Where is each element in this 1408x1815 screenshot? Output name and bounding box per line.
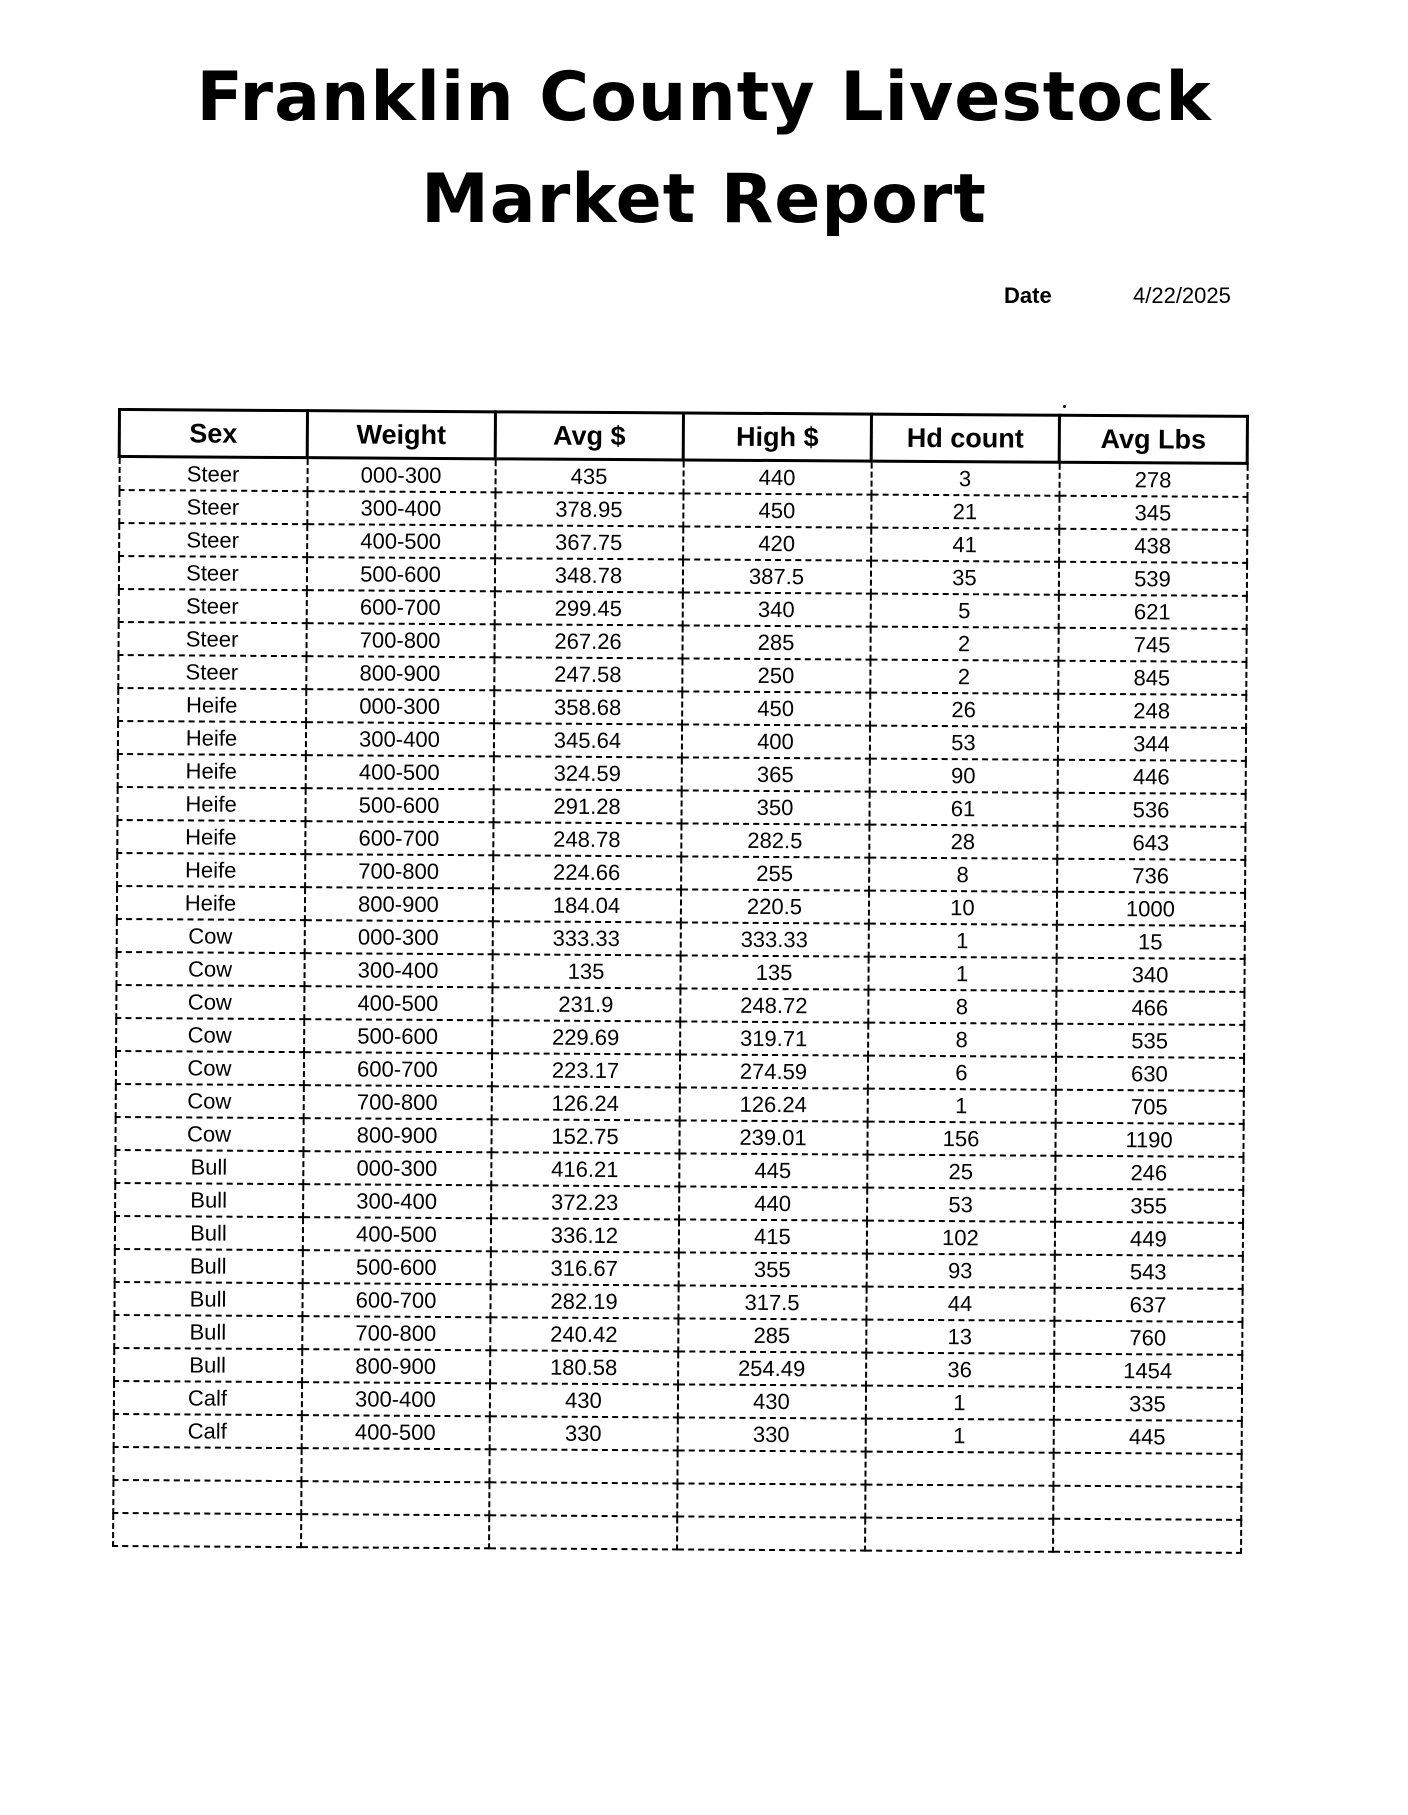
sex-cell: Heife (117, 820, 305, 854)
high-price-cell: 317.5 (678, 1285, 866, 1319)
empty-cell (1053, 1486, 1241, 1520)
avg-lbs-cell: 543 (1054, 1255, 1242, 1289)
avg-price-cell: 299.45 (494, 591, 682, 625)
report-title-line2: Market Report (421, 160, 987, 239)
empty-cell (113, 1447, 301, 1481)
empty-cell (489, 1482, 677, 1516)
weight-cell: 600-700 (306, 590, 494, 624)
avg-lbs-cell: 1190 (1055, 1123, 1243, 1157)
sex-cell: Bull (115, 1183, 303, 1217)
avg-price-cell: 152.75 (491, 1119, 679, 1153)
empty-cell (489, 1449, 677, 1483)
sex-cell: Heife (118, 688, 306, 722)
high-price-cell: 420 (683, 526, 871, 560)
weight-cell: 000-300 (304, 920, 492, 954)
sex-cell: Heife (117, 721, 305, 755)
avg-price-cell: 333.33 (492, 921, 680, 955)
report-title-line1: Franklin County Livestock (196, 58, 1212, 137)
high-price-cell: 450 (682, 691, 870, 725)
hd-count-cell: 3 (871, 461, 1059, 496)
hd-count-cell: 1 (867, 1089, 1055, 1123)
high-price-cell: 239.01 (679, 1120, 867, 1154)
empty-cell (1053, 1453, 1241, 1487)
hd-count-cell: 1 (865, 1419, 1053, 1453)
empty-cell (865, 1485, 1053, 1519)
avg-lbs-cell: 637 (1054, 1288, 1242, 1322)
avg-price-cell: 324.59 (493, 756, 681, 790)
weight-cell: 600-700 (303, 1052, 491, 1086)
sex-cell: Bull (114, 1249, 302, 1283)
hd-count-cell: 102 (866, 1221, 1054, 1255)
sex-cell: Cow (115, 1051, 303, 1085)
table-body (113, 457, 1248, 1553)
high-price-cell: 333.33 (680, 922, 868, 956)
avg-price-cell: 231.9 (492, 987, 680, 1021)
avg-lbs-cell: 345 (1059, 496, 1247, 530)
avg-lbs-cell: 736 (1057, 859, 1245, 893)
avg-price-cell: 416.21 (491, 1152, 679, 1186)
empty-cell (677, 1483, 865, 1517)
empty-cell (865, 1518, 1053, 1552)
high-price-cell: 282.5 (681, 823, 869, 857)
column-header-avg-lbs: Avg Lbs (1059, 415, 1247, 463)
avg-lbs-cell: 340 (1056, 958, 1244, 992)
empty-cell (113, 1513, 301, 1547)
high-price-cell: 445 (679, 1153, 867, 1187)
avg-price-cell: 291.28 (493, 789, 681, 823)
sex-cell: Steer (118, 622, 306, 656)
sex-cell: Steer (118, 589, 306, 623)
hd-count-cell: 8 (869, 858, 1057, 892)
avg-price-cell: 267.26 (494, 624, 682, 658)
weight-cell: 500-600 (302, 1250, 490, 1284)
sex-cell: Bull (114, 1315, 302, 1349)
hd-count-cell: 93 (866, 1254, 1054, 1288)
high-price-cell: 440 (683, 460, 871, 495)
weight-cell: 000-300 (307, 458, 495, 493)
hd-count-cell: 21 (871, 495, 1059, 529)
weight-cell: 500-600 (305, 788, 493, 822)
hd-count-cell: 2 (870, 627, 1058, 661)
sex-cell: Bull (115, 1150, 303, 1184)
avg-price-cell: 248.78 (493, 822, 681, 856)
sex-cell: Steer (118, 655, 306, 689)
avg-lbs-cell: 643 (1057, 826, 1245, 860)
avg-lbs-cell: 536 (1057, 793, 1245, 827)
weight-cell: 400-500 (301, 1415, 489, 1449)
weight-cell: 300-400 (303, 1184, 491, 1218)
avg-price-cell: 330 (489, 1416, 677, 1450)
avg-lbs-cell: 449 (1054, 1222, 1242, 1256)
high-price-cell: 135 (680, 955, 868, 989)
avg-lbs-cell: 355 (1055, 1189, 1243, 1223)
date-value: 4/22/2025 (1133, 283, 1231, 308)
hd-count-cell: 28 (869, 825, 1057, 859)
weight-cell: 000-300 (303, 1151, 491, 1185)
weight-cell: 700-800 (306, 623, 494, 657)
avg-lbs-cell: 1000 (1056, 892, 1244, 926)
empty-cell (865, 1452, 1053, 1486)
avg-lbs-cell: 630 (1055, 1057, 1243, 1091)
date-label: Date (1004, 283, 1052, 308)
column-header-weight: Weight (307, 411, 495, 459)
sex-cell: Cow (115, 1084, 303, 1118)
weight-cell: 700-800 (303, 1085, 491, 1119)
hd-count-cell: 5 (870, 594, 1058, 628)
high-price-cell: 440 (679, 1186, 867, 1220)
avg-lbs-cell: 621 (1058, 595, 1246, 629)
weight-cell: 600-700 (305, 821, 493, 855)
avg-price-cell: 348.78 (494, 558, 682, 592)
empty-table-row (113, 1513, 1241, 1553)
weight-cell: 700-800 (302, 1316, 490, 1350)
empty-cell (677, 1516, 865, 1550)
avg-price-cell: 180.58 (490, 1350, 678, 1384)
hd-count-cell: 8 (868, 990, 1056, 1024)
sex-cell: Calf (113, 1381, 301, 1415)
high-price-cell: 126.24 (679, 1087, 867, 1121)
high-price-cell: 365 (681, 757, 869, 791)
avg-lbs-cell: 535 (1056, 1024, 1244, 1058)
avg-lbs-cell: 539 (1058, 562, 1246, 596)
sex-cell: Bull (114, 1348, 302, 1382)
empty-cell (113, 1480, 301, 1514)
avg-price-cell: 358.68 (494, 690, 682, 724)
avg-price-cell: 229.69 (492, 1020, 680, 1054)
high-price-cell: 220.5 (680, 889, 868, 923)
avg-lbs-cell: 335 (1053, 1387, 1241, 1421)
hd-count-cell: 2 (870, 660, 1058, 694)
avg-lbs-cell: 278 (1059, 462, 1247, 497)
avg-price-cell: 430 (489, 1383, 677, 1417)
weight-cell: 400-500 (304, 986, 492, 1020)
avg-price-cell: 345.64 (493, 723, 681, 757)
avg-price-cell: 378.95 (495, 492, 683, 526)
avg-lbs-cell: 446 (1057, 760, 1245, 794)
avg-lbs-cell: 760 (1054, 1321, 1242, 1355)
column-header-sex: Sex (119, 410, 307, 458)
empty-cell (301, 1514, 489, 1548)
avg-lbs-cell: 466 (1056, 991, 1244, 1025)
stray-mark (1063, 405, 1066, 408)
column-header-hd-count: Hd count (871, 414, 1059, 462)
avg-lbs-cell: 1454 (1054, 1354, 1242, 1388)
avg-price-cell: 247.58 (494, 657, 682, 691)
avg-price-cell: 372.23 (491, 1185, 679, 1219)
sex-cell: Bull (114, 1282, 302, 1316)
avg-price-cell: 224.66 (493, 855, 681, 889)
avg-lbs-cell: 745 (1058, 628, 1246, 662)
hd-count-cell: 36 (866, 1353, 1054, 1387)
avg-lbs-cell: 248 (1058, 694, 1246, 728)
avg-price-cell: 435 (495, 459, 683, 494)
sex-cell: Heife (117, 754, 305, 788)
avg-lbs-cell: 15 (1056, 925, 1244, 959)
avg-lbs-cell: 344 (1057, 727, 1245, 761)
weight-cell: 300-400 (305, 722, 493, 756)
sex-cell: Cow (116, 952, 304, 986)
high-price-cell: 355 (678, 1252, 866, 1286)
high-price-cell: 387.5 (682, 559, 870, 593)
weight-cell: 500-600 (304, 1019, 492, 1053)
column-header-high-price: High $ (683, 413, 871, 461)
high-price-cell: 350 (681, 790, 869, 824)
avg-price-cell: 282.19 (490, 1284, 678, 1318)
high-price-cell: 330 (677, 1417, 865, 1451)
table-header-row (119, 410, 1247, 464)
avg-lbs-cell: 246 (1055, 1156, 1243, 1190)
avg-lbs-cell: 705 (1055, 1090, 1243, 1124)
sex-cell: Cow (116, 985, 304, 1019)
weight-cell: 400-500 (307, 524, 495, 558)
high-price-cell: 254.49 (678, 1351, 866, 1385)
empty-cell (489, 1515, 677, 1549)
empty-cell (301, 1481, 489, 1515)
weight-cell: 300-400 (307, 491, 495, 525)
sex-cell: Heife (116, 886, 304, 920)
avg-price-cell: 184.04 (492, 888, 680, 922)
empty-cell (1053, 1519, 1241, 1553)
high-price-cell: 285 (678, 1318, 866, 1352)
avg-price-cell: 223.17 (491, 1053, 679, 1087)
hd-count-cell: 10 (868, 891, 1056, 925)
hd-count-cell: 1 (868, 924, 1056, 958)
sex-cell: Bull (114, 1216, 302, 1250)
high-price-cell: 340 (682, 592, 870, 626)
avg-price-cell: 240.42 (490, 1317, 678, 1351)
weight-cell: 800-900 (304, 887, 492, 921)
sex-cell: Steer (118, 556, 306, 590)
hd-count-cell: 156 (867, 1122, 1055, 1156)
sex-cell: Cow (115, 1117, 303, 1151)
avg-price-cell: 316.67 (490, 1251, 678, 1285)
hd-count-cell: 53 (867, 1188, 1055, 1222)
hd-count-cell: 53 (869, 726, 1057, 760)
sex-cell: Steer (119, 490, 307, 524)
hd-count-cell: 25 (867, 1155, 1055, 1189)
market-report-table (111, 408, 1249, 1554)
high-price-cell: 450 (683, 493, 871, 527)
hd-count-cell: 1 (865, 1386, 1053, 1420)
hd-count-cell: 1 (868, 957, 1056, 991)
high-price-cell: 285 (682, 625, 870, 659)
high-price-cell: 430 (677, 1384, 865, 1418)
avg-lbs-cell: 438 (1059, 529, 1247, 563)
hd-count-cell: 35 (870, 561, 1058, 595)
weight-cell: 000-300 (306, 689, 494, 723)
sex-cell: Cow (116, 919, 304, 953)
weight-cell: 800-900 (302, 1349, 490, 1383)
empty-cell (677, 1450, 865, 1484)
high-price-cell: 255 (681, 856, 869, 890)
avg-price-cell: 126.24 (491, 1086, 679, 1120)
avg-lbs-cell: 445 (1053, 1420, 1241, 1454)
hd-count-cell: 8 (868, 1023, 1056, 1057)
sex-cell: Steer (119, 523, 307, 557)
avg-lbs-cell: 845 (1058, 661, 1246, 695)
column-header-avg-price: Avg $ (495, 412, 683, 460)
weight-cell: 300-400 (301, 1382, 489, 1416)
weight-cell: 400-500 (305, 755, 493, 789)
avg-price-cell: 336.12 (490, 1218, 678, 1252)
hd-count-cell: 90 (869, 759, 1057, 793)
avg-price-cell: 135 (492, 954, 680, 988)
sex-cell: Cow (116, 1018, 304, 1052)
weight-cell: 500-600 (306, 557, 494, 591)
weight-cell: 700-800 (305, 854, 493, 888)
weight-cell: 300-400 (304, 953, 492, 987)
hd-count-cell: 44 (866, 1287, 1054, 1321)
hd-count-cell: 26 (870, 693, 1058, 727)
sex-cell: Steer (119, 457, 307, 492)
avg-price-cell: 367.75 (495, 525, 683, 559)
sex-cell: Heife (117, 853, 305, 887)
empty-cell (301, 1448, 489, 1482)
hd-count-cell: 41 (871, 528, 1059, 562)
weight-cell: 600-700 (302, 1283, 490, 1317)
sex-cell: Calf (113, 1414, 301, 1448)
weight-cell: 800-900 (306, 656, 494, 690)
sex-cell: Heife (117, 787, 305, 821)
high-price-cell: 400 (681, 724, 869, 758)
high-price-cell: 274.59 (679, 1054, 867, 1088)
high-price-cell: 250 (682, 658, 870, 692)
hd-count-cell: 13 (866, 1320, 1054, 1354)
high-price-cell: 415 (678, 1219, 866, 1253)
weight-cell: 800-900 (303, 1118, 491, 1152)
hd-count-cell: 6 (867, 1056, 1055, 1090)
high-price-cell: 248.72 (680, 988, 868, 1022)
weight-cell: 400-500 (302, 1217, 490, 1251)
hd-count-cell: 61 (869, 792, 1057, 826)
high-price-cell: 319.71 (680, 1021, 868, 1055)
